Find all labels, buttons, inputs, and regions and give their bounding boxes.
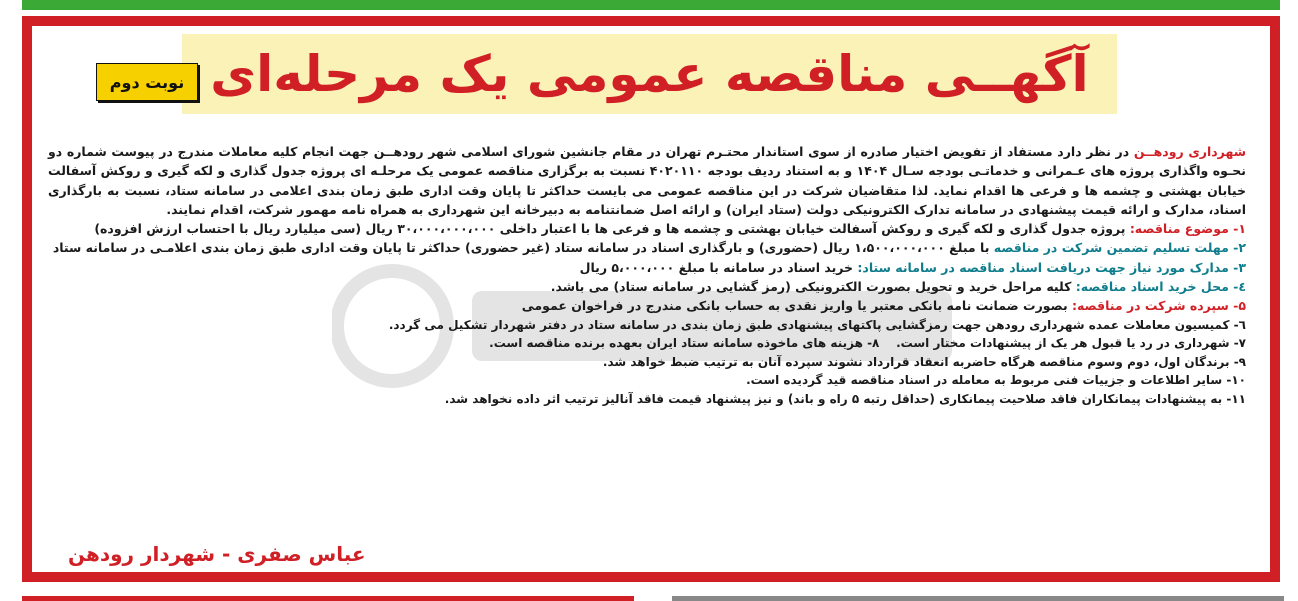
intro-paragraph: [48, 142, 1246, 219]
list-item: [48, 296, 1246, 315]
list-item: [48, 277, 1246, 296]
intro-text: در نظر دارد مستفاد از تفویض اختیار صادره از سوی استاندار محتـرم تهران در مقام جانشین شورای اسلامی شهر رودهــن جهت انجام کلیه معاملات مندرج در پیوست شماره دو نحـوه واگذاری پروژه های عـمرانی و خدماتـی بودجه سـال ۱۴۰۴ و به استناد ردیف بودجه ۴۰۲۰۱۱۰ نسبت به برگزاری مناقصه عمومی یک مرحلـه ای پروژه جدول گذاری و لکه گیری و روکش آسفالت خیابان بهشتی و چشمه ها و فرعی ها اقدام نماید. لذا متقاضیان شرکت در این مناقصه عمومی می بایست حداکثر تا پایان وقت اداری طبق زمان بندی اعلامی در سامانه ستاد، نسبت به بارگذاری اسناد، مدارک و ارائه قیمت پیشنهادی در سامانه تدارک الکترونیکی دولت (ستاد ایران) و ارائه اصل ضمانتنامه به دبیرخانه این شهرداری به همراه نامه مهمور شرکت، اقدام نمایند.: [48, 144, 1246, 217]
list-item: [48, 238, 1246, 257]
item-text: خرید اسناد در سامانه با مبلغ ۵،۰۰۰،۰۰۰ ریال: [579, 259, 858, 275]
item-label: ۳- مدارک مورد نیاز جهت دریافت اسناد مناقصه در سامانه ستاد:: [857, 259, 1246, 275]
item-label: ۵- سپرده شرکت در مناقصه:: [1072, 298, 1246, 314]
page-title: آگهــی مناقصه عمومی یک مرحله‌ای: [210, 45, 1089, 103]
ad-content: [32, 26, 1270, 572]
signature: عباس صفری - شهردار رودهن: [68, 542, 366, 566]
note-text: ۷- شهرداری در رد یا قبول هر یک از پیشنهادات مختار است.: [896, 336, 1246, 351]
note-item: [48, 334, 1246, 353]
edition-badge: نوبت دوم: [96, 63, 198, 101]
bottom-left-bar: [22, 596, 634, 601]
note-text: ۸- هزینه های ماخوذه سامانه ستاد ایران بعهده برنده مناقصه است.: [489, 336, 880, 351]
item-label: ۲- مهلت تسلیم تضمین شرکت در مناقصه: [993, 240, 1246, 256]
note-item: ۱۰- سایر اطلاعات و جزییات فنی مربوط به معامله در اسناد مناقصه قید گردیده است.: [746, 373, 1246, 388]
note-item: ٦- کمیسیون معاملات عمده شهرداری رودهن جهت رمزگشایی پاکتهای پیشنهادی طبق زمان بندی در سامانه ستاد در دفتر شهردار تشکیل می گردد.: [388, 317, 1246, 332]
item-label: ٤- محل خرید اسناد مناقصه:: [1075, 279, 1246, 295]
item-label: ۱- موضوع مناقصه:: [1129, 221, 1246, 237]
note-item: ۱۱- به پیشنهادات پیمانکاران فاقد صلاحیت پیمانکاری (حداقل رتبه ۵ راه و باند) و نیز پیشنهاد قیمت فاقد آنالیز ترتیب اثر داده نخواهد شد.: [444, 391, 1246, 406]
top-green-bar: [22, 0, 1280, 10]
bottom-right-bar: [672, 596, 1284, 601]
ad-frame: [22, 16, 1280, 582]
note-item: ۹- برندگان اول، دوم وسوم مناقصه هرگاه حاضربه انعقاد قرارداد نشوند سپرده آنان به ترتیب ضبط خواهد شد.: [602, 354, 1246, 369]
org-name: شهرداری رودهــن: [1133, 144, 1246, 159]
list-item: [48, 219, 1246, 238]
item-text: کلیه مراحل خرید و تحویل بصورت الکترونیکی (رمز گشایی در سامانه ستاد) می باشد.: [550, 279, 1076, 295]
list-item: [48, 258, 1246, 277]
ad-body: [48, 142, 1246, 408]
item-text: پروژه جدول گذاری و لکه گیری و روکش آسفالت خیابان بهشتی و چشمه ها و فرعی ها با اعتبار داخلی ۳۰،۰۰۰،۰۰۰،۰۰۰ ریال (سی میلیارد ریال با احتساب ارزش افزوده): [94, 221, 1130, 237]
title-banner: [182, 34, 1117, 114]
item-text: با مبلغ ۱،۵۰۰،۰۰۰،۰۰۰ ریال (حضوری) و بارگذاری اسناد در سامانه ستاد (غیر حضوری) حداکثر تا پایان وقت اداری طبق زمان بندی اعلامـی در سامانه ستاد: [52, 240, 994, 256]
item-text: بصورت ضمانت نامه بانکی معتبر یا واریز نقدی به حساب بانکی مندرج در فراخوان عمومی: [521, 298, 1072, 314]
items-list: [48, 219, 1246, 408]
